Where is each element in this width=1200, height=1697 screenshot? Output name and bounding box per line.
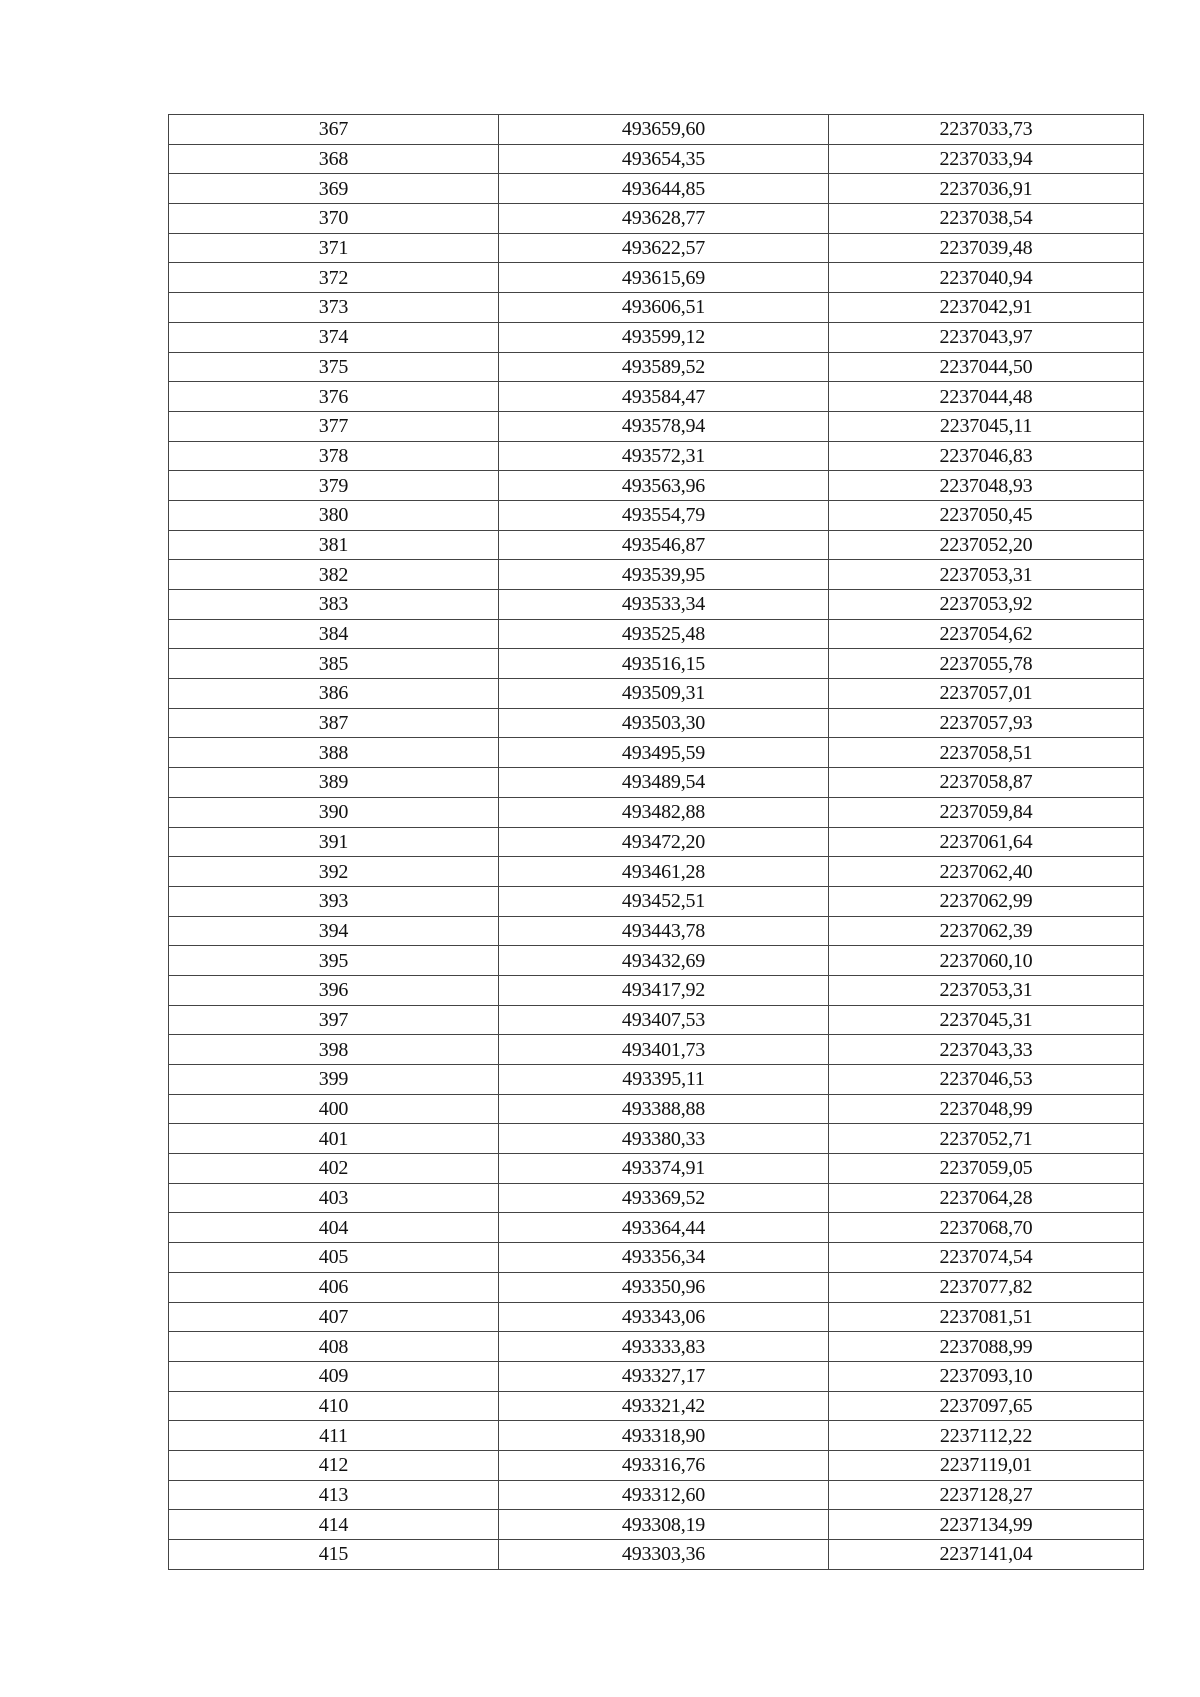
point-number-cell: 382 (169, 560, 499, 590)
y-coordinate-cell: 2237043,97 (829, 322, 1144, 352)
y-coordinate-cell: 2237040,94 (829, 263, 1144, 293)
y-coordinate-cell: 2237097,65 (829, 1391, 1144, 1421)
point-number-cell: 386 (169, 679, 499, 709)
table-row (169, 1065, 1144, 1095)
point-number-cell: 398 (169, 1035, 499, 1065)
y-coordinate-cell: 2237046,83 (829, 441, 1144, 471)
table-row (169, 174, 1144, 204)
table-row (169, 1005, 1144, 1035)
y-coordinate-cell: 2237054,62 (829, 619, 1144, 649)
y-coordinate-cell: 2237039,48 (829, 233, 1144, 263)
x-coordinate-cell: 493461,28 (499, 857, 829, 887)
point-number-cell: 377 (169, 411, 499, 441)
table-row (169, 441, 1144, 471)
y-coordinate-cell: 2237048,99 (829, 1094, 1144, 1124)
point-number-cell: 396 (169, 975, 499, 1005)
y-coordinate-cell: 2237057,93 (829, 708, 1144, 738)
y-coordinate-cell: 2237141,04 (829, 1540, 1144, 1570)
y-coordinate-cell: 2237033,94 (829, 144, 1144, 174)
x-coordinate-cell: 493546,87 (499, 530, 829, 560)
y-coordinate-cell: 2237062,40 (829, 857, 1144, 887)
y-coordinate-cell: 2237033,73 (829, 115, 1144, 145)
y-coordinate-cell: 2237088,99 (829, 1332, 1144, 1362)
table-row (169, 560, 1144, 590)
y-coordinate-cell: 2237052,20 (829, 530, 1144, 560)
x-coordinate-cell: 493509,31 (499, 679, 829, 709)
point-number-cell: 392 (169, 857, 499, 887)
y-coordinate-cell: 2237053,31 (829, 560, 1144, 590)
x-coordinate-cell: 493350,96 (499, 1272, 829, 1302)
x-coordinate-cell: 493482,88 (499, 797, 829, 827)
y-coordinate-cell: 2237058,87 (829, 768, 1144, 798)
table-row (169, 1332, 1144, 1362)
x-coordinate-cell: 493563,96 (499, 471, 829, 501)
table-row (169, 1213, 1144, 1243)
table-row (169, 946, 1144, 976)
y-coordinate-cell: 2237048,93 (829, 471, 1144, 501)
y-coordinate-cell: 2237057,01 (829, 679, 1144, 709)
y-coordinate-cell: 2237064,28 (829, 1183, 1144, 1213)
y-coordinate-cell: 2237043,33 (829, 1035, 1144, 1065)
point-number-cell: 394 (169, 916, 499, 946)
x-coordinate-cell: 493321,42 (499, 1391, 829, 1421)
x-coordinate-cell: 493356,34 (499, 1243, 829, 1273)
y-coordinate-cell: 2237053,31 (829, 975, 1144, 1005)
table-row (169, 233, 1144, 263)
x-coordinate-cell: 493401,73 (499, 1035, 829, 1065)
point-number-cell: 410 (169, 1391, 499, 1421)
point-number-cell: 404 (169, 1213, 499, 1243)
table-row (169, 708, 1144, 738)
x-coordinate-cell: 493628,77 (499, 204, 829, 234)
table-row (169, 382, 1144, 412)
point-number-cell: 384 (169, 619, 499, 649)
y-coordinate-cell: 2237119,01 (829, 1450, 1144, 1480)
coordinates-table-body (169, 115, 1144, 1570)
point-number-cell: 412 (169, 1450, 499, 1480)
point-number-cell: 373 (169, 293, 499, 323)
point-number-cell: 407 (169, 1302, 499, 1332)
point-number-cell: 387 (169, 708, 499, 738)
x-coordinate-cell: 493659,60 (499, 115, 829, 145)
point-number-cell: 390 (169, 797, 499, 827)
table-row (169, 768, 1144, 798)
y-coordinate-cell: 2237074,54 (829, 1243, 1144, 1273)
x-coordinate-cell: 493584,47 (499, 382, 829, 412)
table-row (169, 975, 1144, 1005)
point-number-cell: 391 (169, 827, 499, 857)
x-coordinate-cell: 493303,36 (499, 1540, 829, 1570)
table-row (169, 1302, 1144, 1332)
x-coordinate-cell: 493327,17 (499, 1361, 829, 1391)
y-coordinate-cell: 2237081,51 (829, 1302, 1144, 1332)
point-number-cell: 409 (169, 1361, 499, 1391)
y-coordinate-cell: 2237058,51 (829, 738, 1144, 768)
y-coordinate-cell: 2237112,22 (829, 1421, 1144, 1451)
point-number-cell: 389 (169, 768, 499, 798)
x-coordinate-cell: 493364,44 (499, 1213, 829, 1243)
point-number-cell: 397 (169, 1005, 499, 1035)
x-coordinate-cell: 493316,76 (499, 1450, 829, 1480)
table-row (169, 679, 1144, 709)
x-coordinate-cell: 493312,60 (499, 1480, 829, 1510)
point-number-cell: 399 (169, 1065, 499, 1095)
point-number-cell: 368 (169, 144, 499, 174)
x-coordinate-cell: 493432,69 (499, 946, 829, 976)
x-coordinate-cell: 493589,52 (499, 352, 829, 382)
point-number-cell: 370 (169, 204, 499, 234)
table-row (169, 144, 1144, 174)
table-row (169, 619, 1144, 649)
x-coordinate-cell: 493606,51 (499, 293, 829, 323)
table-row (169, 1540, 1144, 1570)
x-coordinate-cell: 493374,91 (499, 1154, 829, 1184)
x-coordinate-cell: 493644,85 (499, 174, 829, 204)
y-coordinate-cell: 2237042,91 (829, 293, 1144, 323)
x-coordinate-cell: 493318,90 (499, 1421, 829, 1451)
x-coordinate-cell: 493369,52 (499, 1183, 829, 1213)
x-coordinate-cell: 493395,11 (499, 1065, 829, 1095)
x-coordinate-cell: 493539,95 (499, 560, 829, 590)
coordinates-table (168, 114, 1144, 1570)
point-number-cell: 372 (169, 263, 499, 293)
point-number-cell: 381 (169, 530, 499, 560)
point-number-cell: 403 (169, 1183, 499, 1213)
y-coordinate-cell: 2237062,99 (829, 886, 1144, 916)
table-row (169, 797, 1144, 827)
table-row (169, 471, 1144, 501)
point-number-cell: 411 (169, 1421, 499, 1451)
y-coordinate-cell: 2237050,45 (829, 500, 1144, 530)
table-row (169, 857, 1144, 887)
y-coordinate-cell: 2237059,84 (829, 797, 1144, 827)
x-coordinate-cell: 493572,31 (499, 441, 829, 471)
x-coordinate-cell: 493380,33 (499, 1124, 829, 1154)
point-number-cell: 369 (169, 174, 499, 204)
table-row (169, 1510, 1144, 1540)
x-coordinate-cell: 493516,15 (499, 649, 829, 679)
point-number-cell: 406 (169, 1272, 499, 1302)
x-coordinate-cell: 493308,19 (499, 1510, 829, 1540)
table-row (169, 590, 1144, 620)
point-number-cell: 375 (169, 352, 499, 382)
table-row (169, 204, 1144, 234)
x-coordinate-cell: 493343,06 (499, 1302, 829, 1332)
y-coordinate-cell: 2237053,92 (829, 590, 1144, 620)
y-coordinate-cell: 2237059,05 (829, 1154, 1144, 1184)
table-row (169, 1154, 1144, 1184)
x-coordinate-cell: 493503,30 (499, 708, 829, 738)
table-row (169, 1421, 1144, 1451)
table-row (169, 916, 1144, 946)
x-coordinate-cell: 493554,79 (499, 500, 829, 530)
x-coordinate-cell: 493388,88 (499, 1094, 829, 1124)
table-row (169, 1361, 1144, 1391)
table-row (169, 1094, 1144, 1124)
y-coordinate-cell: 2237062,39 (829, 916, 1144, 946)
y-coordinate-cell: 2237077,82 (829, 1272, 1144, 1302)
table-row (169, 293, 1144, 323)
table-row (169, 411, 1144, 441)
table-row (169, 263, 1144, 293)
x-coordinate-cell: 493489,54 (499, 768, 829, 798)
x-coordinate-cell: 493333,83 (499, 1332, 829, 1362)
point-number-cell: 376 (169, 382, 499, 412)
table-row (169, 827, 1144, 857)
x-coordinate-cell: 493578,94 (499, 411, 829, 441)
y-coordinate-cell: 2237038,54 (829, 204, 1144, 234)
x-coordinate-cell: 493599,12 (499, 322, 829, 352)
point-number-cell: 374 (169, 322, 499, 352)
y-coordinate-cell: 2237044,48 (829, 382, 1144, 412)
point-number-cell: 388 (169, 738, 499, 768)
point-number-cell: 385 (169, 649, 499, 679)
x-coordinate-cell: 493452,51 (499, 886, 829, 916)
point-number-cell: 380 (169, 500, 499, 530)
y-coordinate-cell: 2237093,10 (829, 1361, 1144, 1391)
table-row (169, 1272, 1144, 1302)
point-number-cell: 393 (169, 886, 499, 916)
x-coordinate-cell: 493615,69 (499, 263, 829, 293)
point-number-cell: 414 (169, 1510, 499, 1540)
point-number-cell: 405 (169, 1243, 499, 1273)
table-row (169, 1480, 1144, 1510)
point-number-cell: 400 (169, 1094, 499, 1124)
x-coordinate-cell: 493417,92 (499, 975, 829, 1005)
x-coordinate-cell: 493472,20 (499, 827, 829, 857)
table-row (169, 530, 1144, 560)
point-number-cell: 367 (169, 115, 499, 145)
table-row (169, 500, 1144, 530)
y-coordinate-cell: 2237052,71 (829, 1124, 1144, 1154)
x-coordinate-cell: 493495,59 (499, 738, 829, 768)
table-row (169, 322, 1144, 352)
point-number-cell: 408 (169, 1332, 499, 1362)
point-number-cell: 379 (169, 471, 499, 501)
point-number-cell: 383 (169, 590, 499, 620)
y-coordinate-cell: 2237045,31 (829, 1005, 1144, 1035)
point-number-cell: 395 (169, 946, 499, 976)
y-coordinate-cell: 2237036,91 (829, 174, 1144, 204)
table-row (169, 738, 1144, 768)
y-coordinate-cell: 2237068,70 (829, 1213, 1144, 1243)
point-number-cell: 413 (169, 1480, 499, 1510)
table-row (169, 1124, 1144, 1154)
x-coordinate-cell: 493407,53 (499, 1005, 829, 1035)
y-coordinate-cell: 2237045,11 (829, 411, 1144, 441)
x-coordinate-cell: 493525,48 (499, 619, 829, 649)
point-number-cell: 415 (169, 1540, 499, 1570)
table-row (169, 649, 1144, 679)
x-coordinate-cell: 493533,34 (499, 590, 829, 620)
y-coordinate-cell: 2237046,53 (829, 1065, 1144, 1095)
table-row (169, 1391, 1144, 1421)
y-coordinate-cell: 2237055,78 (829, 649, 1144, 679)
point-number-cell: 378 (169, 441, 499, 471)
table-row (169, 1035, 1144, 1065)
point-number-cell: 371 (169, 233, 499, 263)
point-number-cell: 401 (169, 1124, 499, 1154)
table-row (169, 886, 1144, 916)
table-row (169, 1183, 1144, 1213)
y-coordinate-cell: 2237128,27 (829, 1480, 1144, 1510)
y-coordinate-cell: 2237134,99 (829, 1510, 1144, 1540)
y-coordinate-cell: 2237044,50 (829, 352, 1144, 382)
table-row (169, 1450, 1144, 1480)
point-number-cell: 402 (169, 1154, 499, 1184)
y-coordinate-cell: 2237060,10 (829, 946, 1144, 976)
y-coordinate-cell: 2237061,64 (829, 827, 1144, 857)
x-coordinate-cell: 493622,57 (499, 233, 829, 263)
x-coordinate-cell: 493654,35 (499, 144, 829, 174)
table-row (169, 115, 1144, 145)
x-coordinate-cell: 493443,78 (499, 916, 829, 946)
table-row (169, 352, 1144, 382)
table-row (169, 1243, 1144, 1273)
